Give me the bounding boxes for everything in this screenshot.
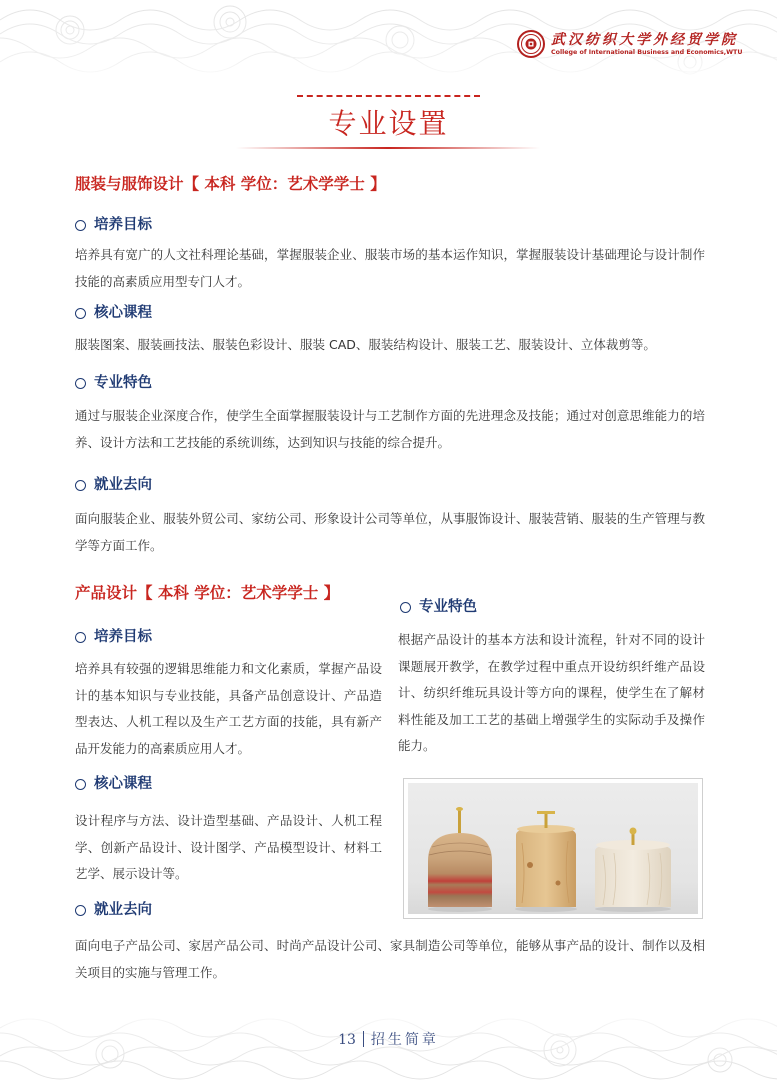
product-courses-text: 设计程序与方法、设计造型基础、产品设计、人机工程学、创新产品设计、设计图学、产品模型设计、材料工艺学、展示设计等。 — [75, 813, 382, 881]
product-features-text: 根据产品设计的基本方法和设计流程，针对不同的设计课题展开教学，在教学过程中重点开设纺织纤维产品设计、纺织纤维玩具设计等方向的课程，使学生在了解材料性能及加工工艺的基础上增强学生的实际动手及操作能力。 — [398, 632, 705, 753]
subheading-fashion-goal — [75, 215, 152, 235]
logo-chinese-name: 武汉纺织大学外经贸学院 — [551, 31, 738, 48]
subheading-fashion-features — [75, 373, 152, 393]
subheading-label: 专业特色 — [94, 375, 152, 391]
subheading-product-goal — [75, 627, 152, 647]
college-seal-icon — [517, 30, 545, 58]
circle-bullet-icon — [75, 905, 86, 916]
product-goal-text: 培养具有较强的逻辑思维能力和文化素质，掌握产品设计的基本知识与专业技能，具备产品创意设计、产品造型表达、人机工程以及生产工艺方面的技能，具有新产品开发能力的高素质应用人才。 — [75, 661, 382, 756]
product-photo — [403, 778, 703, 919]
page-title: 专业设置 — [328, 107, 449, 140]
circle-bullet-icon — [75, 308, 86, 319]
subheading-label: 核心课程 — [94, 305, 152, 321]
page-number: 13 — [338, 1032, 356, 1048]
title-dashed-rule — [297, 95, 480, 97]
circle-bullet-icon — [75, 220, 86, 231]
subheading-label: 就业去向 — [94, 902, 152, 918]
fashion-courses-text: 服装图案、服装画技法、服装色彩设计、服装 CAD、服装结构设计、服装工艺、服装设计、立体裁剪等。 — [75, 337, 656, 352]
product-careers-text: 面向电子产品公司、家居产品公司、时尚产品设计公司、家具制造公司等单位，能够从事产品的设计、制作以及相关项目的实施与管理工作。 — [75, 938, 705, 980]
subheading-fashion-courses — [75, 303, 152, 323]
college-logo — [517, 30, 742, 58]
circle-bullet-icon — [75, 480, 86, 491]
subheading-fashion-careers — [75, 475, 152, 495]
circle-bullet-icon — [400, 602, 411, 613]
subheading-label: 培养目标 — [94, 629, 152, 645]
subheading-label: 就业去向 — [94, 477, 152, 493]
footer-label: 招生简章 — [370, 1032, 439, 1048]
fashion-careers-text: 面向服装企业、服装外贸公司、家纺公司、形象设计公司等单位，从事服饰设计、服装营销、服装的生产管理与教学等方面工作。 — [75, 511, 705, 553]
subheading-label: 培养目标 — [94, 217, 152, 233]
major-heading-product: 产品设计【 本科 学位：艺术学学士 】 — [75, 584, 340, 602]
logo-english-name: College of International Business and Economics,WTU — [551, 48, 743, 56]
subheading-label: 专业特色 — [419, 599, 477, 615]
subheading-product-careers — [75, 900, 152, 920]
fashion-goal-text: 培养具有宽广的人文社科理论基础，掌握服装企业、服装市场的基本运作知识，掌握服装设计基础理论与设计制作技能的高素质应用型专门人才。 — [75, 247, 705, 289]
major-heading-fashion: 服装与服饰设计【 本科 学位：艺术学学士 】 — [75, 175, 386, 193]
fashion-features-text: 通过与服装企业深度合作，使学生全面掌握服装设计与工艺制作方面的先进理念及技能；通过对创意思维能力的培养、设计方法和工艺技能的系统训练，达到知识与技能的综合提升。 — [75, 408, 705, 450]
subheading-product-features — [400, 597, 477, 617]
wooden-containers-image — [408, 783, 698, 914]
page-footer — [0, 1028, 777, 1052]
subheading-product-courses — [75, 774, 152, 794]
subheading-label: 核心课程 — [94, 776, 152, 792]
circle-bullet-icon — [75, 779, 86, 790]
footer-divider — [363, 1031, 364, 1047]
circle-bullet-icon — [75, 632, 86, 643]
title-gradient-rule — [236, 147, 540, 149]
circle-bullet-icon — [75, 378, 86, 389]
